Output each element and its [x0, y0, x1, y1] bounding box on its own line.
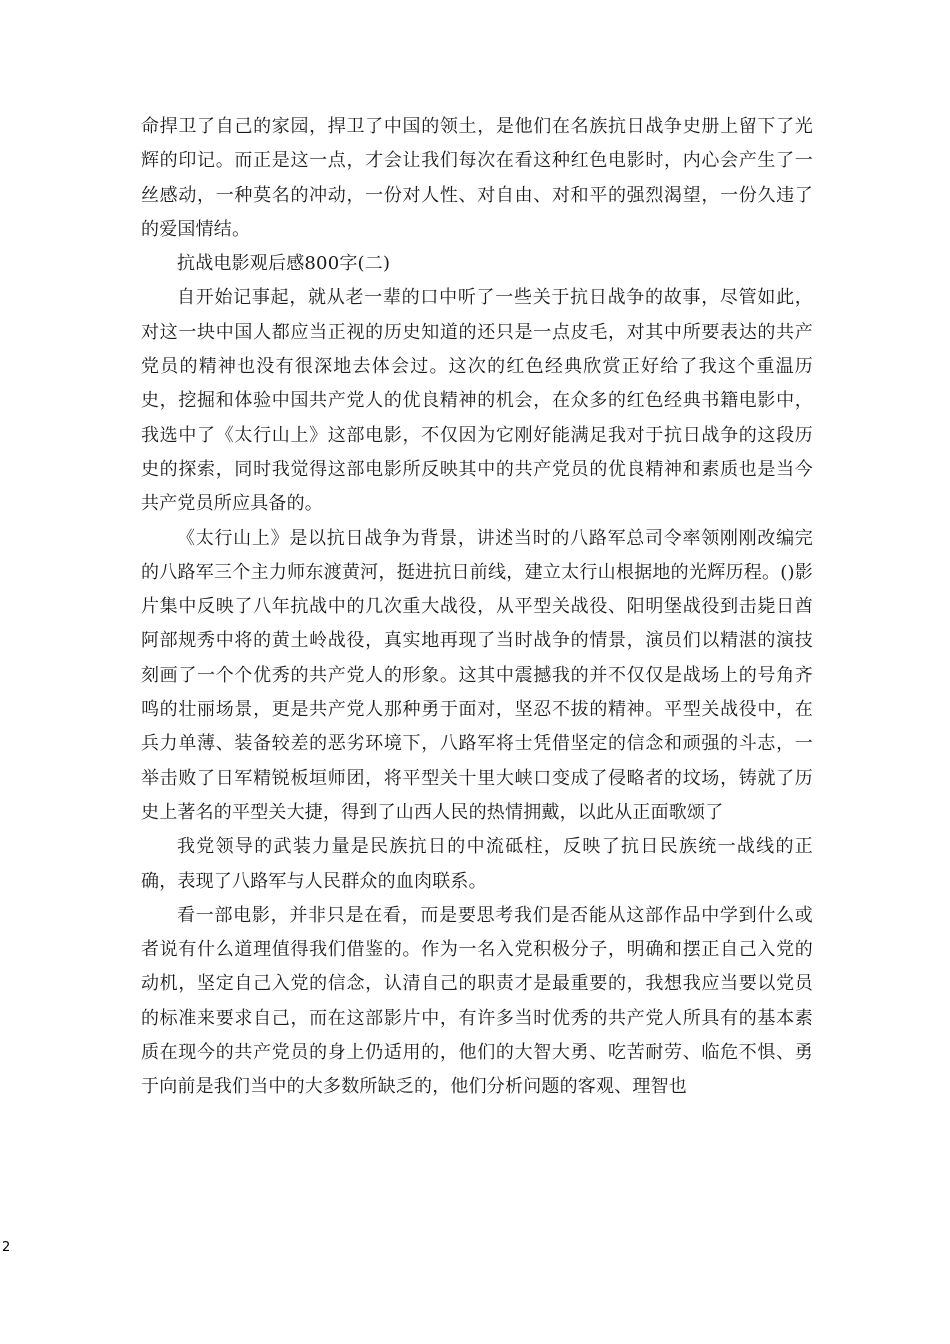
paragraph: 《太行山上》是以抗日战争为背景，讲述当时的八路军总司令率领刚刚改编完的八路军三个主力师东渡黄河，挺进抗日前线，建立太行山根据地的光辉历程。()影片集中反映了八年抗战中的几次重大战役，从平型关战役、阳明堡战役到击毙日酋阿部规秀中将的黄土岭战役，真实地再现了当时战争的情景，演员们以精湛的演技刻画了一个个优秀的共产党人的形象。这其中震撼我的并不仅仅是战场上的号角齐鸣的壮丽场景，更是共产党人那种勇于面对，坚忍不拔的精神。平型关战役中，在兵力单薄、装备较差的恶劣环境下，八路军将士凭借坚定的信念和顽强的斗志，一举击败了日军精锐板垣师团，将平型关十里大峡口变成了侵略者的坟场，铸就了历史上著名的平型关大捷，得到了山西人民的热情拥戴，以此从正面歌颂了: [141, 527, 813, 823]
paragraph: 自开始记事起，就从老一辈的口中听了一些关于抗日战争的故事，尽管如此，对这一块中国人都应当正视的历史知道的还只是一点皮毛，对其中所要表达的共产党员的精神也没有很深地去体会过。这次的红色经典欣赏正好给了我这个重温历史，挖掘和体验中国共产党人的优良精神的机会，在众多的红色经典书籍电影中，我选中了《太行山上》这部电影，不仅因为它刚好能满足我对于抗日战争的这段历史的探索，同时我觉得这部电影所反映其中的共产党员的优良精神和素质也是当今共产党员所应具备的。: [141, 287, 813, 515]
paragraph: 我党领导的武装力量是民族抗日的中流砥柱，反映了抗日民族统一战线的正确，表现了八路军与人民群众的血肉联系。: [141, 836, 813, 892]
section-heading: 抗战电影观后感800字(二): [177, 253, 391, 275]
body-text: [141, 110, 813, 1105]
page-number: 2: [2, 1240, 11, 1255]
paragraph: 看一部电影，并非只是在看，而是要思考我们是否能从这部作品中学到什么或者说有什么道理值得我们借鉴的。作为一名入党积极分子，明确和摆正自己入党的动机，坚定自己入党的信念，认清自己的职责才是最重要的，我想我应当要以党员的标准来要求自己，而在这部影片中，有许多当时优秀的共产党人所具有的基本素质在现今的共产党员的身上仍适用的，他们的大智大勇、吃苦耐劳、临危不惧、勇于向前是我们当中的大多数所缺乏的，他们分析问题的客观、理智也: [141, 904, 813, 1098]
paragraph: 命捍卫了自己的家园，捍卫了中国的领土，是他们在名族抗日战争史册上留下了光辉的印记。而正是这一点，才会让我们每次在看这种红色电影时，内心会产生了一丝感动，一种莫名的冲动，一份对人性、对自由、对和平的强烈渴望，一份久违了的爱国情结。: [141, 116, 813, 240]
